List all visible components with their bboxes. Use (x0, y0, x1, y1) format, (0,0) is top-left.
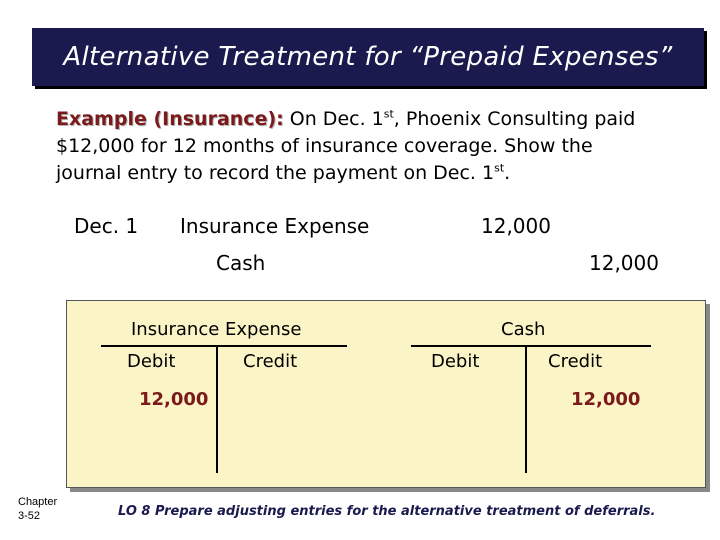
example-line1-text: On Dec. 1 (283, 108, 384, 130)
t-account-center-line (216, 345, 218, 473)
t-credit-label: Credit (243, 351, 298, 372)
example-line-1 (56, 106, 696, 133)
title-bar (32, 28, 704, 86)
journal-debit-account: Insurance Expense (180, 214, 370, 238)
example-line3-text: journal entry to record the payment on Dec. 1 (56, 162, 495, 184)
example-text (56, 106, 696, 187)
t-debit-label: Debit (431, 351, 480, 372)
example-line3-end: . (504, 162, 511, 184)
t-credit-label: Credit (548, 351, 603, 372)
t-account-top-line (411, 345, 651, 347)
t-account-title-insurance-expense: Insurance Expense (131, 319, 302, 340)
t-account-title-cash: Cash (501, 319, 546, 340)
example-line1-tail: , Phoenix Consulting paid (393, 108, 636, 130)
t-accounts-panel (66, 300, 706, 488)
slide-title: Alternative Treatment for “Prepaid Expenses” (63, 42, 673, 72)
journal-date: Dec. 1 (74, 214, 139, 238)
example-line-3 (56, 160, 696, 187)
t-account-top-line (101, 345, 347, 347)
chapter-text: Chapter (18, 496, 58, 508)
example-line-2: $12,000 for 12 months of insurance coverage. Show the (56, 135, 593, 157)
t-account-center-line (525, 345, 527, 473)
journal-debit-amount: 12,000 (481, 214, 551, 238)
chapter-label (18, 495, 57, 523)
learning-objective: LO 8 Prepare adjusting entries for the alternative treatment of deferrals. (118, 504, 656, 519)
superscript-st: st (494, 161, 505, 175)
t-debit-label: Debit (127, 351, 176, 372)
chapter-number: 3-52 (18, 510, 41, 522)
journal-credit-account: Cash (216, 251, 266, 275)
t-debit-amount: 12,000 (139, 389, 209, 410)
journal-credit-amount: 12,000 (589, 251, 659, 275)
superscript-st: st (383, 107, 394, 121)
example-label: Example (Insurance): (56, 108, 284, 130)
t-credit-amount: 12,000 (571, 389, 641, 410)
